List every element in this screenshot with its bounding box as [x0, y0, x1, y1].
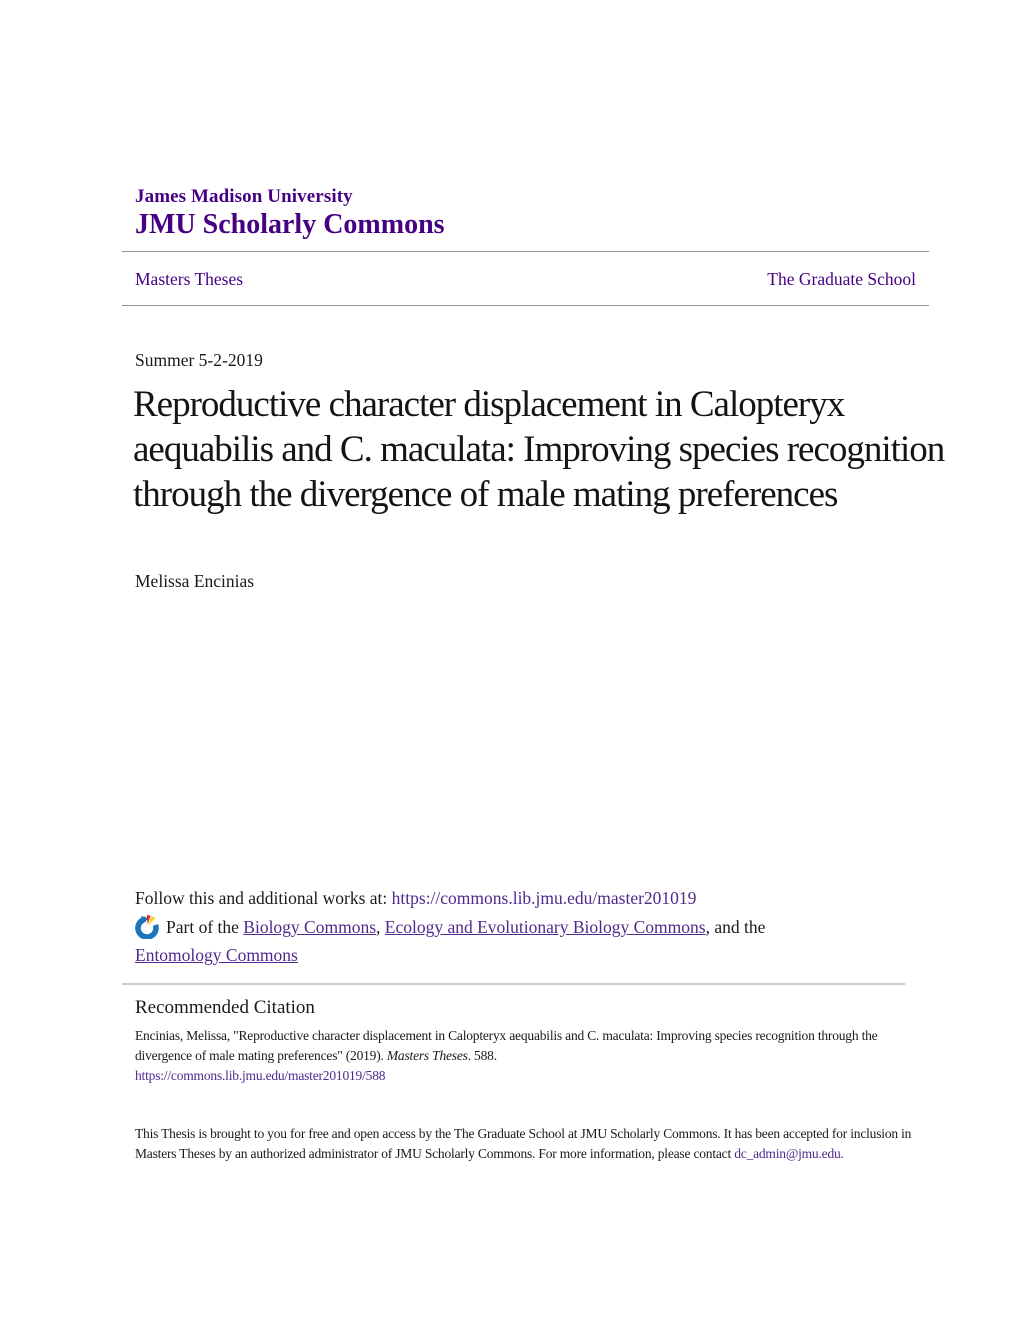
header-divider-bottom [122, 305, 929, 306]
access-statement [135, 1124, 930, 1163]
digital-commons-network-icon [135, 915, 159, 939]
citation-text: Encinias, Melissa, "Reproductive character displacement in Calopteryx aequabilis and C. maculata: Improving species recognition through the divergence of male mating preferences" (2019). [135, 1028, 878, 1063]
citation-number: . 588. [467, 1048, 497, 1063]
thesis-title: Reproductive character displacement in Calopteryx aequabilis and C. maculata: Improving species recognition through the divergence of male mating preferences [133, 384, 945, 515]
follow-works-line [135, 888, 696, 909]
part-of-prefix: Part of the [166, 917, 244, 937]
admin-email-period[interactable]: . [840, 1145, 844, 1161]
site-title[interactable]: JMU Scholarly Commons [135, 209, 445, 240]
publication-date: Summer 5-2-2019 [135, 350, 263, 370]
subject-link-entomology-commons[interactable]: Entomology Commons [135, 945, 298, 965]
part-of-line [135, 913, 835, 969]
citation-divider [122, 983, 905, 985]
site-branding [135, 185, 445, 241]
collection-link-masters-theses[interactable]: Masters Theses [135, 269, 244, 289]
part-of-separator: , [376, 917, 385, 937]
follow-works-url-link[interactable]: https://commons.lib.jmu.edu/master201019 [391, 888, 697, 908]
recommended-citation-text [135, 1026, 930, 1086]
collection-link-graduate-school[interactable]: The Graduate School [767, 269, 916, 289]
follow-works-label: Follow this and additional works at: [135, 888, 392, 908]
recommended-citation-heading: Recommended Citation [135, 997, 315, 1018]
collection-nav [135, 269, 916, 290]
access-statement-text: This Thesis is brought to you for free and open access by the The Graduate School at JMU Scholarly Commons. It has been accepted for inclusion in Masters Theses by an authorized administrator of JMU Scholarly Commons. For more information, please contact [135, 1126, 912, 1161]
citation-url-link[interactable]: https://commons.lib.jmu.edu/master201019/588 [135, 1068, 386, 1083]
part-of-separator-2: , and the [705, 917, 766, 937]
citation-series-italic: Masters Theses [386, 1048, 468, 1063]
author-name: Melissa Encinias [135, 571, 255, 591]
subject-link-ecology-evolutionary-biology-commons[interactable]: Ecology and Evolutionary Biology Commons [384, 917, 706, 937]
subject-link-biology-commons[interactable]: Biology Commons [243, 917, 377, 937]
admin-email-link[interactable]: dc_admin@jmu.edu [734, 1145, 841, 1161]
university-name: James Madison University [135, 186, 353, 207]
header-divider-top [122, 251, 929, 252]
